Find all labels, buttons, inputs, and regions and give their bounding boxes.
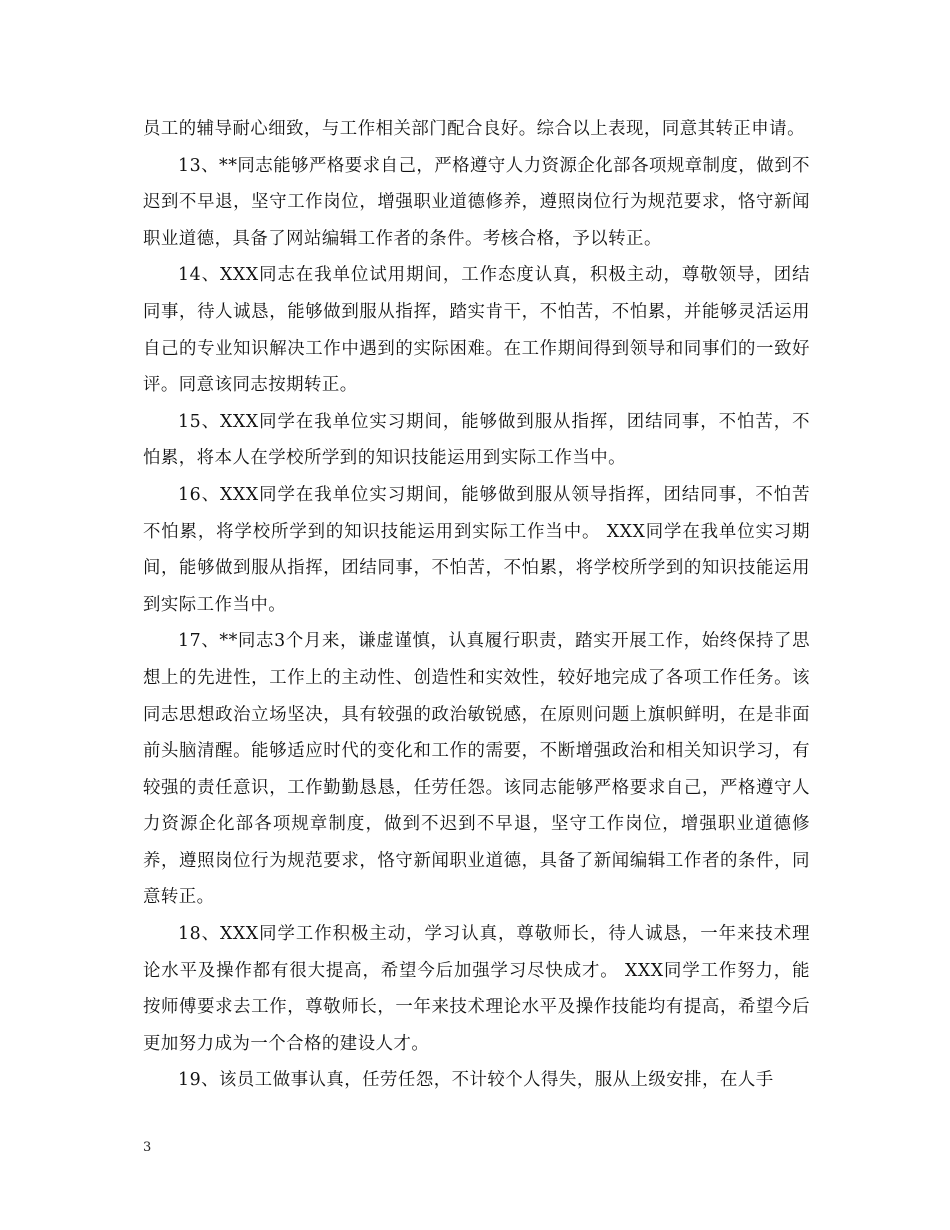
paragraph-14: 14、XXX同志在我单位试用期间，工作态度认真，积极主动，尊敬领导，团结同事，待人诚恳，能够做到服从指挥，踏实肯干，不怕苦，不怕累，并能够灵活运用自己的专业知识解决工作中遇到的实际困难。在工作期间得到领导和同事们的一致好评。同意该同志按期转正。 [143, 265, 810, 396]
page-number: 3 [143, 1140, 152, 1155]
paragraph-15: 15、XXX同学在我单位实习期间，能够做到服从指挥，团结同事，不怕苦，不怕累，将本人在学校所学到的知识技能运用到实际工作当中。 [143, 411, 810, 469]
paragraph-16: 16、XXX同学在我单位实习期间，能够做到服从领导指挥，团结同事，不怕苦不怕累，将学校所学到的知识技能运用到实际工作当中。 XXX同学在我单位实习期间，能够做到服从指挥，团结同事，不怕苦，不怕累，将学校所学到的知识技能运用到实际工作当中。 [143, 484, 810, 615]
paragraph-19: 19、该员工做事认真，任劳任怨，不计较个人得失，服从上级安排，在人手 [178, 1070, 774, 1091]
paragraph-17: 17、**同志3个月来，谦虚谨慎，认真履行职责，踏实开展工作，始终保持了思想上的先进性，工作上的主动性、创造性和实效性，较好地完成了各项工作任务。该同志思想政治立场坚决，具有较强的政治敏锐感，在原则问题上旗帜鲜明，在是非面前头脑清醒。能够适应时代的变化和工作的需要，不断增强政治和相关知识学习，有较强的责任意识，工作勤勤恳恳，任劳任怨。该同志能够严格要求自己，严格遵守人力资源企化部各项规章制度，做到不迟到不早退，坚守工作岗位，增强职业道德修养，遵照岗位行为规范要求，恪守新闻职业道德，具备了新闻编辑工作者的条件，同意转正。 [143, 631, 810, 908]
body-text [143, 111, 810, 1099]
paragraph-18: 18、XXX同学工作积极主动，学习认真，尊敬师长，待人诚恳，一年来技术理论水平及操作都有很大提高，希望今后加强学习尽快成才。 XXX同学工作努力，能按师傅要求去工作，尊敬师长，一年来技术理论水平及操作技能均有提高，希望今后更加努力成为一个合格的建设人才。 [143, 924, 810, 1054]
paragraph-12-continuation: 员工的辅导耐心细致，与工作相关部门配合良好。综合以上表现，同意其转正申请。 [143, 119, 805, 139]
paragraph-13: 13、**同志能够严格要求自己，严格遵守人力资源企化部各项规章制度，做到不迟到不早退，坚守工作岗位，增强职业道德修养，遵照岗位行为规范要求，恪守新闻职业道德，具备了网站编辑工作者的条件。考核合格，予以转正。 [143, 155, 810, 249]
